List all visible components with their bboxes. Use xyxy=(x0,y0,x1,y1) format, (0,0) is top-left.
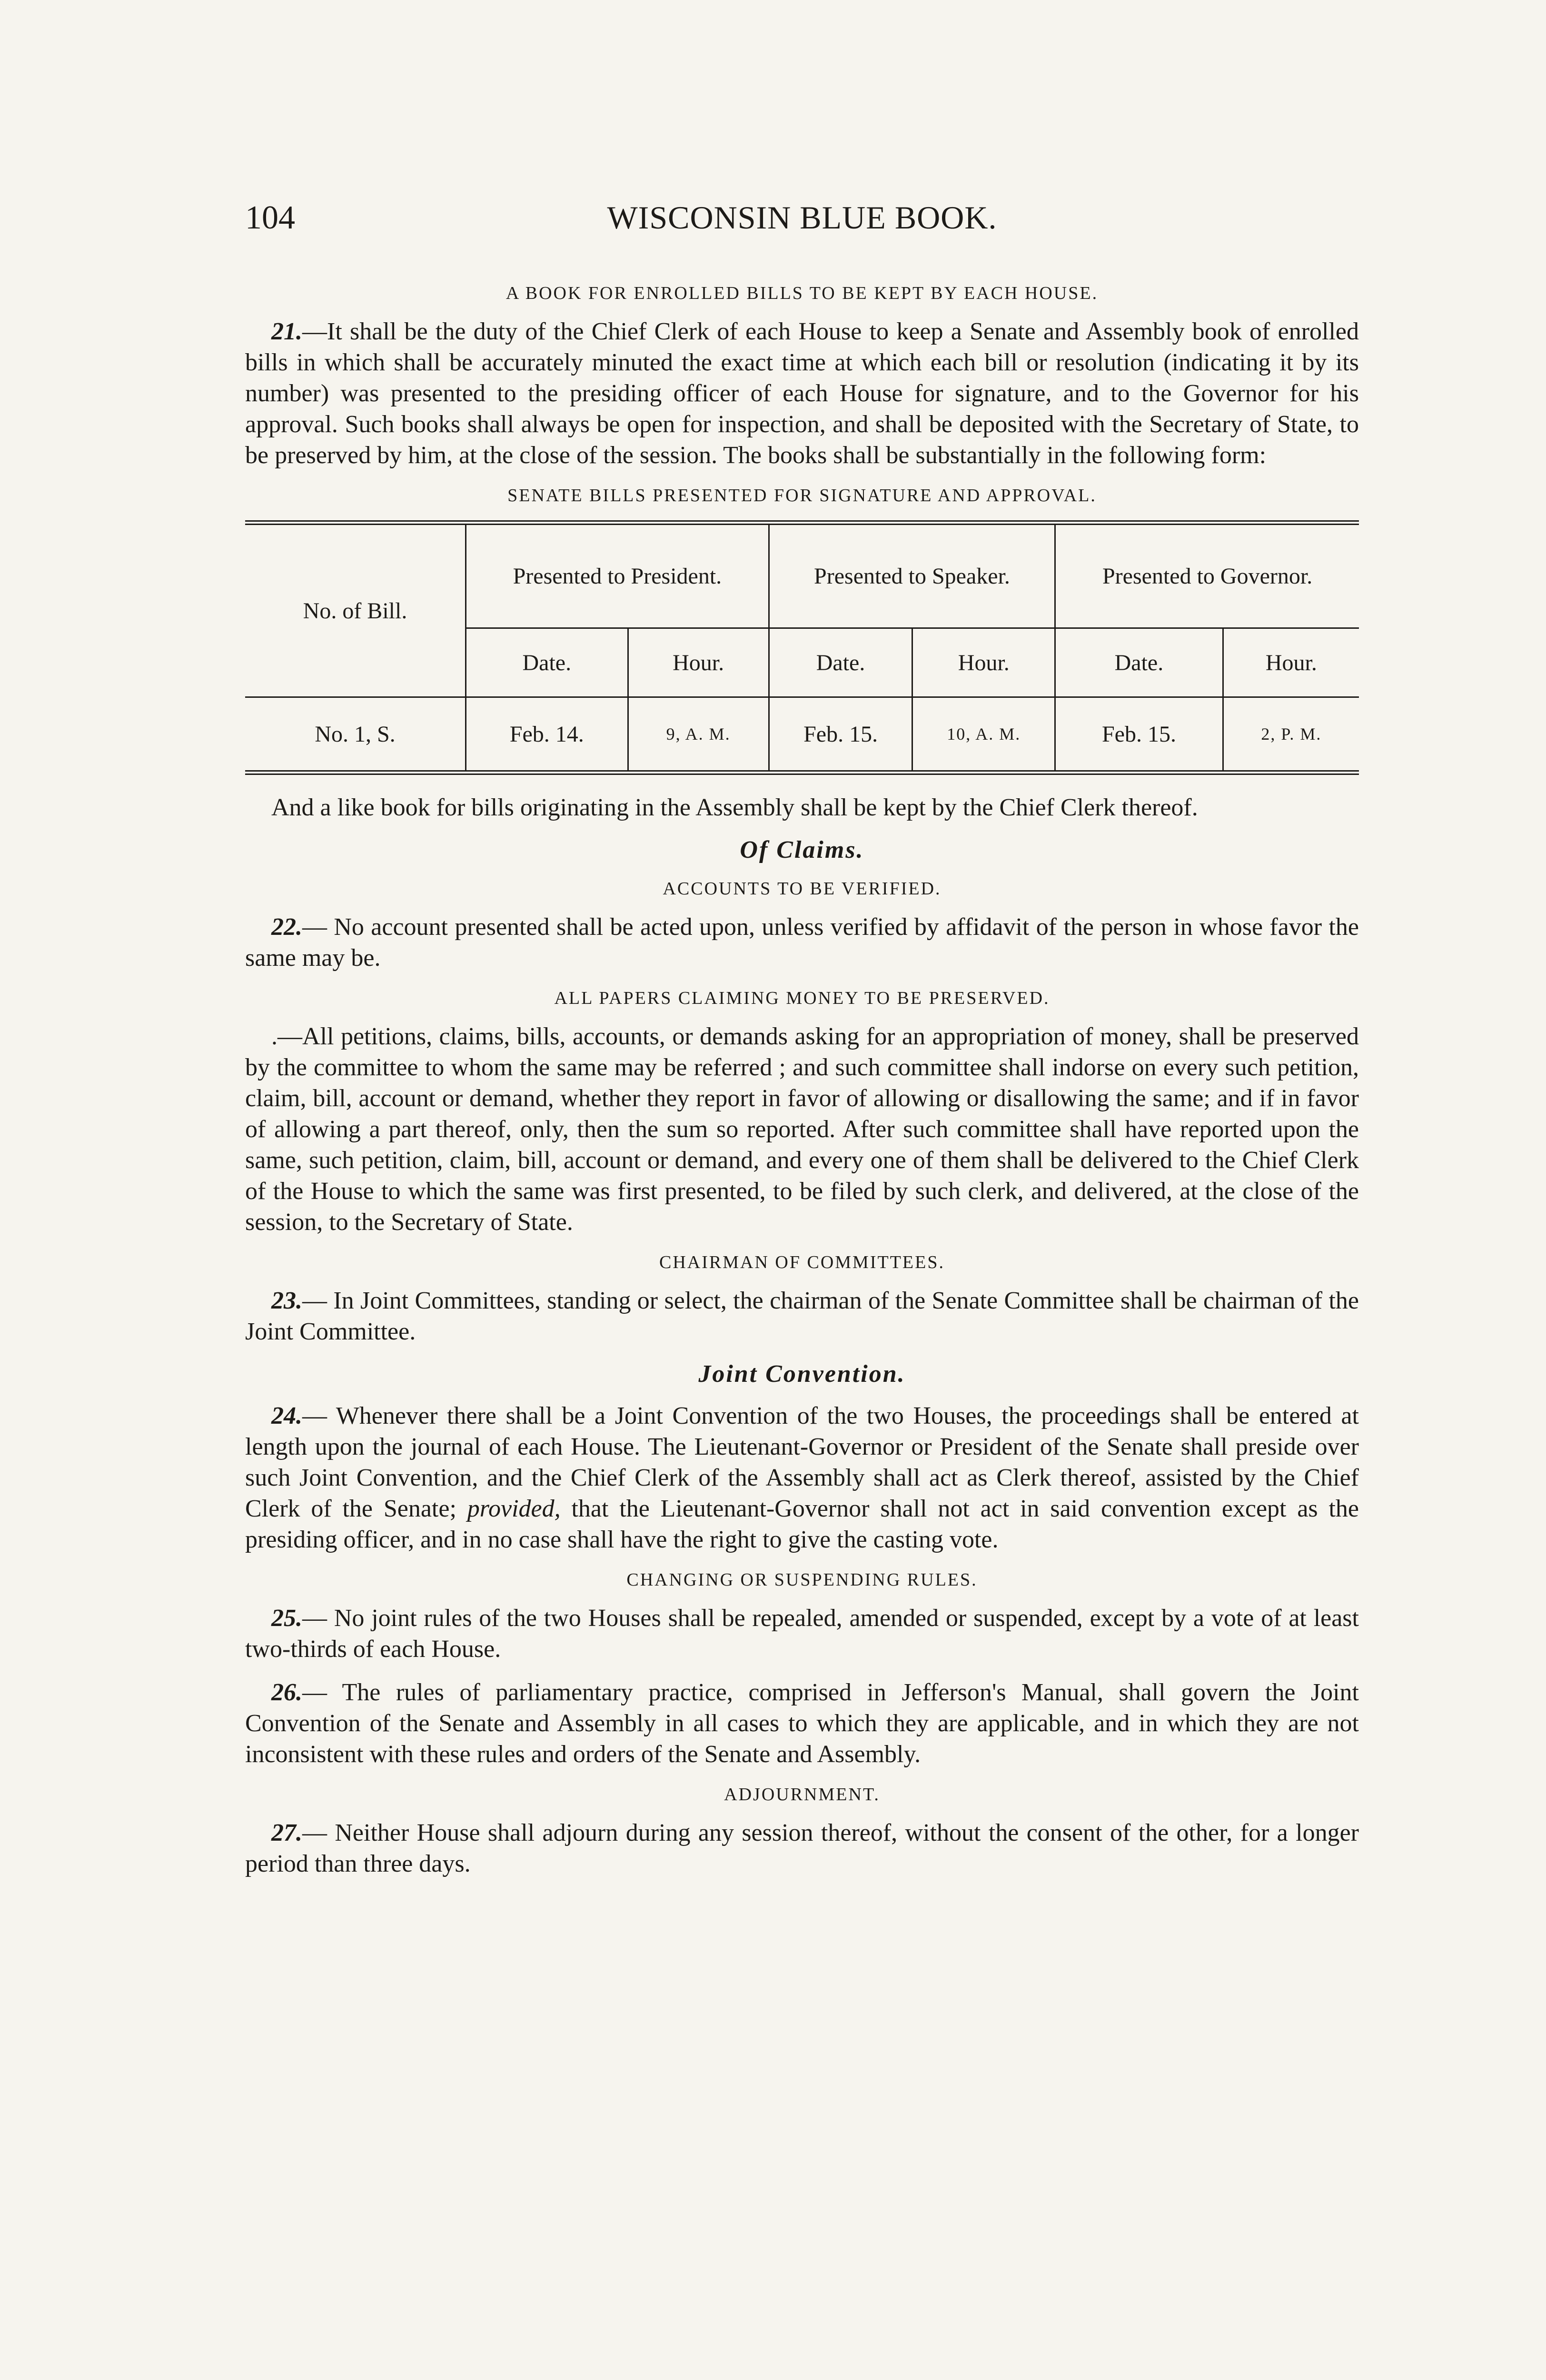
table-header-row xyxy=(245,523,1359,628)
cell-president-date: Feb. 14. xyxy=(466,697,628,773)
col-no-of-bill: No. of Bill. xyxy=(245,523,466,697)
sub-date-governor: Date. xyxy=(1055,628,1223,697)
sub-hour-speaker: Hour. xyxy=(912,628,1055,697)
rule-25-number: 25. xyxy=(271,1605,302,1632)
rule-21-number: 21. xyxy=(271,318,302,345)
rule-21-text: —It shall be the duty of the Chief Clerk of each House to keep a Senate and Assembly book of enrolled bills in which shall be accurately minuted the exact time at which each bill or resolution (indicating it by its number) was presented to the presiding officer of each House for signature, and to the Governor for his approval. Such books shall always be open for inspection, and shall be deposited with the Secretary of State, to be preserved by him, at the close of the session. The books shall be substantially in the following form: xyxy=(245,318,1359,469)
rule-24-text-b: that the Lieutenant-Governor shall not act in said convention except as the presiding officer, and in no case shall have the right to give the casting vote. xyxy=(245,1495,1359,1553)
rule-25-paragraph xyxy=(245,1603,1359,1665)
cell-governor-hour: 2, P. M. xyxy=(1223,697,1359,773)
joint-convention-title: Joint Convention. xyxy=(698,1360,906,1388)
table-row xyxy=(245,697,1359,773)
group-speaker: Presented to Speaker. xyxy=(769,523,1055,628)
rule-27-number: 27. xyxy=(271,1819,302,1846)
papers-paragraph: .—All petitions, claims, bills, accounts, or demands asking for an appropriation of money, shall be preserved by the committee to whom the same may be referred ; and such committee shall indorse on every such petition, claim, bill, account or demand, whether they report in favor of allowing or disallowing the same; and if in favor of allowing a part thereof, only, then the sum so reported. After such committee shall have reported upon the same, such petition, claim, bill, account or demand, and every one of them shall be delivered to the Chief Clerk of the House to which the same was first presented, to be filed by such clerk, and delivered, at the close of the session, to the Secretary of State. xyxy=(245,1023,1359,1236)
rule-27-text: — Neither House shall adjourn during any session thereof, without the consent of the other, for a longer period than three days. xyxy=(245,1819,1359,1877)
cell-bill-number: No. 1, S. xyxy=(245,697,466,773)
rule-25-text: — No joint rules of the two Houses shall be repealed, amended or suspended, except by a vote of at least two-thirds of each House. xyxy=(245,1605,1359,1663)
assembly-note-paragraph: And a like book for bills originating in the Assembly shall be kept by the Chief Clerk thereof. xyxy=(271,794,1198,821)
rule-27-paragraph xyxy=(245,1817,1359,1879)
page-header xyxy=(245,199,1359,251)
section-heading-accounts-verified: ACCOUNTS TO BE VERIFIED. xyxy=(663,879,941,899)
rule-26-number: 26. xyxy=(271,1679,302,1706)
section-heading-enrolled-bills: A BOOK FOR ENROLLED BILLS TO BE KEPT BY EACH HOUSE. xyxy=(505,283,1099,303)
section-heading-chairman: CHAIRMAN OF COMMITTEES. xyxy=(659,1252,945,1272)
rule-26-text: — The rules of parliamentary practice, comprised in Jefferson's Manual, shall govern the Joint Convention of the Senate and Assembly in all cases to which they are applicable, and in which they are not inconsistent with these rules and orders of the Senate and Assembly. xyxy=(245,1679,1359,1768)
rule-21-paragraph xyxy=(245,316,1359,471)
group-governor: Presented to Governor. xyxy=(1055,523,1359,628)
cell-governor-date: Feb. 15. xyxy=(1055,697,1223,773)
page-number: 104 xyxy=(245,199,295,236)
page-body xyxy=(245,281,1359,1892)
rule-26-paragraph xyxy=(245,1677,1359,1770)
rule-24-provided: provided, xyxy=(467,1495,561,1522)
rule-24-text-a: — Whenever there shall be a Joint Convention of the two Houses, the proceedings shall be entered at length upon the journal of each House. The Lieutenant-Governor or President of the Senate shall preside over such Joint Convention, and the Chief Clerk of the Assembly shall act as Clerk thereof, assisted by the Chief Clerk of the Senate; xyxy=(245,1402,1359,1522)
table-title: SENATE BILLS PRESENTED FOR SIGNATURE AND APPROVAL. xyxy=(507,486,1097,506)
section-heading-papers-preserved: ALL PAPERS CLAIMING MONEY TO BE PRESERVED. xyxy=(554,988,1050,1008)
rule-24-paragraph xyxy=(245,1400,1359,1555)
sub-date-president: Date. xyxy=(466,628,628,697)
rule-23-number: 23. xyxy=(271,1287,302,1314)
rule-22-text: — No account presented shall be acted upon, unless verified by affidavit of the person in whose favor the same may be. xyxy=(245,913,1359,972)
rule-23-text: — In Joint Committees, standing or select, the chairman of the Senate Committee shall be chairman of the Joint Committee. xyxy=(245,1287,1359,1345)
cell-speaker-date: Feb. 15. xyxy=(769,697,912,773)
sub-hour-president: Hour. xyxy=(628,628,769,697)
sub-date-speaker: Date. xyxy=(769,628,912,697)
rule-24-number: 24. xyxy=(271,1402,302,1429)
section-heading-adjournment: ADJOURNMENT. xyxy=(724,1785,880,1805)
group-president: Presented to President. xyxy=(466,523,769,628)
running-title: WISCONSIN BLUE BOOK. xyxy=(607,199,997,236)
rule-22-number: 22. xyxy=(271,913,302,941)
cell-speaker-hour: 10, A. M. xyxy=(912,697,1055,773)
section-heading-changing-rules: CHANGING OR SUSPENDING RULES. xyxy=(626,1570,978,1590)
enrolled-bills-table xyxy=(245,520,1359,775)
rule-23-paragraph xyxy=(245,1285,1359,1347)
rule-22-paragraph xyxy=(245,912,1359,973)
cell-president-hour: 9, A. M. xyxy=(628,697,769,773)
of-claims-title: Of Claims. xyxy=(740,836,864,863)
sub-hour-governor: Hour. xyxy=(1223,628,1359,697)
